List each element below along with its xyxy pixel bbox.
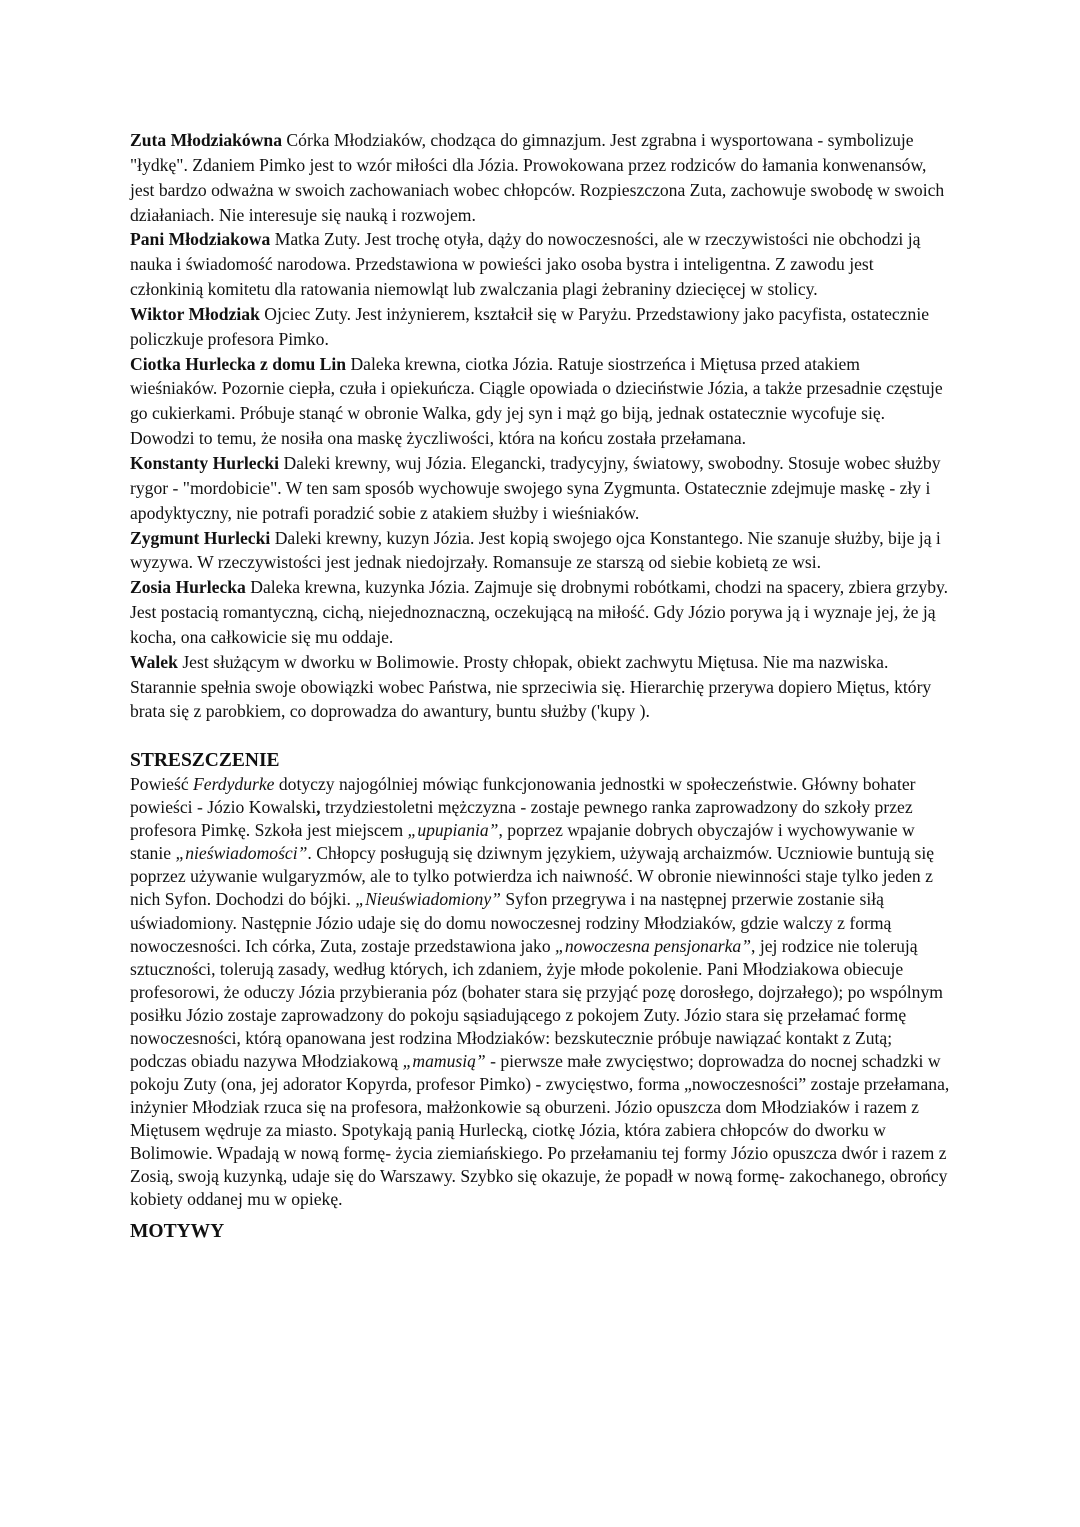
summary-text: , poprzez wpajanie dobrych obyczajów i wychowywanie w stanie	[130, 820, 915, 864]
character-description: Daleka krewna, ciotka Józia. Ratuje siostrzeńca i Miętusa przed atakiem wieśniaków. Pozornie ciepła, czuła i opiekuńcza. Ciągle opowiada o dzieciństwie Józia, a także przesadnie częstuje go cukierkami. Próbuje stanąć w obronie Walka, gdy jej syn i mąż go biją, jednak ostatecznie wycofuje się. Dowodzi to temu, że nosiła ona maskę życzliwości, która na końcu została przełamana.	[130, 353, 943, 449]
character-name: Konstanty Hurlecki	[130, 452, 280, 473]
summary-text: - pierwsze małe zwycięstwo; doprowadza do nocnej schadzki w pokoju Zuty (ona, jej adorator Kopyrda, profesor Pimko) - zwycięstwo, forma „nowoczesności” zostaje przełamana, inżynier Młodziak rzuca się na profesora, małżonkowie są oburzeni. Józio opuszcza dom Młodziaków i razem z Miętusem wędruje za miasto. Spotykają panią Hurlecką, ciotkę Józia, która zabiera chłopców do dworku w Bolimowie. Wpadają w nową formę- życia ziemiańskiego. Po przełamaniu tej formy Józio opuszcza dwór i razem z Zosią, swoją kuzynką, udaje się do Warszawy. Szybko się okazuje, że popadł w nową formę- zakochanego, obrońcy kobiety oddanej mu w opiekę.	[130, 1050, 950, 1210]
character-entry	[130, 128, 950, 227]
character-name: Zosia Hurlecka	[130, 577, 246, 598]
summary-text: . Chłopcy posługują się dziwnym językiem, używają archaizmów. Uczniowie buntują się poprzez używanie wulgaryzmów, ale to tylko potwierdza ich naiwność. W obronie niewinności staje tylko jeden z nich Syfon. Dochodzi do bójki.	[130, 843, 935, 910]
character-entry	[130, 352, 950, 451]
character-entry	[130, 302, 950, 352]
summary-italic-term: „mamusią”	[402, 1050, 486, 1071]
summary-paragraph	[130, 773, 950, 1211]
character-name: Wiktor Młodziak	[130, 303, 260, 324]
character-entry	[130, 575, 950, 650]
book-title: Ferdydurke	[193, 774, 275, 795]
summary-italic-term: „nieświadomości”	[175, 843, 308, 864]
character-name: Pani Młodziakowa	[130, 229, 271, 250]
character-description: Jest służącym w dworku w Bolimowie. Prosty chłopak, obiekt zachwytu Miętusa. Nie ma nazwiska. Starannie spełnia swoje obowiązki wobec Państwa, nie sprzeciwia się. Hierarchię przerywa dopiero Miętus, który brata się z parobkiem, co doprowadza do awantury, buntu służby ('kupy ).	[130, 651, 932, 722]
summary-text: Powieść	[130, 774, 194, 795]
character-entry	[130, 451, 950, 526]
summary-text: , jej rodzice nie tolerują sztuczności, tolerują zasady, według których, ich zdaniem, żyje młode pokolenie. Pani Młodziakowa obiecuje profesorowi, że oduczy Józia przybierania póz (bohater stara się przyjąć pozę dorosłego, dojrzałego); po wspólnym posiłku Józio zostaje zaprowadzony do pokoju sąsiadującego z pokojem Zuty. Józio stara się przełamać formę nowoczesności, którą opanowana jest rodzina Młodziaków: bezskutecznie próbuje nawiązać kontakt z Zutą; podczas obiadu nazywa Młodziakową	[130, 935, 943, 1071]
summary-section	[130, 773, 950, 1211]
character-description: Daleki krewny, wuj Józia. Elegancki, tradycyjny, światowy, swobodny. Stosuje wobec służby rygor - "mordobicie". W ten sam sposób wychowuje swojego syna Zygmunta. Ostatecznie zdejmuje maskę - zły i apodyktyczny, nie potrafi poradzić sobie z atakiem służby i wieśniaków.	[130, 452, 941, 523]
character-list	[130, 128, 950, 724]
section-heading-motywy: MOTYWY	[130, 1221, 225, 1243]
summary-italic-term: „Nieuświadomiony”	[355, 889, 501, 910]
character-name: Walek	[130, 651, 178, 672]
summary-text: trzydziestoletni mężczyzna - zostaje pewnego ranka zaprowadzony do szkoły przez profesora Pimkę. Szkoła jest miejscem	[130, 797, 913, 841]
character-description: Daleki krewny, kuzyn Józia. Jest kopią swojego ojca Konstantego. Nie szanuje służby, bije ją i wyzywa. W rzeczywistości jest jednak niedojrzały. Romansuje ze starszą od siebie kobietą ze wsi.	[130, 527, 941, 573]
summary-text: Syfon przegrywa i na następnej przerwie zostanie siłą uświadomiony. Następnie Józio udaje się do domu nowoczesnej rodziny Młodziaków, gdzie walczy z formą nowoczesności. Ich córka, Zuta, zostaje przedstawiona jako	[130, 889, 892, 956]
character-description: Ojciec Zuty. Jest inżynierem, kształcił się w Paryżu. Przedstawiony jako pacyfista, ostatecznie policzkuje profesora Pimko.	[130, 303, 930, 349]
character-entry	[130, 227, 950, 302]
character-entry	[130, 526, 950, 576]
summary-italic-term: „nowoczesna pensjonarka”	[555, 935, 752, 956]
character-name: Zygmunt Hurlecki	[130, 527, 271, 548]
summary-bold-comma: ,	[316, 797, 321, 818]
character-description: Córka Młodziaków, chodząca do gimnazjum. Jest zgrabna i wysportowana - symbolizuje "łydkę". Zdaniem Pimko jest to wzór miłości dla Józia. Prowokowana przez rodziców do łamania konwenansów, jest bardzo odważna w swoich zachowaniach wobec chłopców. Rozpieszczona Zuta, zachowuje swobodę w swoich działaniach. Nie interesuje się nauką i rozwojem.	[130, 130, 945, 225]
summary-italic-term: „upupiania”	[407, 820, 499, 841]
character-entry	[130, 650, 950, 725]
character-description: Daleka krewna, kuzynka Józia. Zajmuje się drobnymi robótkami, chodzi na spacery, zbiera grzyby. Jest postacią romantyczną, cichą, niejednoznaczną, oczekującą na miłość. Gdy Józio porywa ją i wyznaje jej, że ją kocha, ona całkowicie się mu oddaje.	[130, 577, 949, 647]
character-description: Matka Zuty. Jest trochę otyła, dąży do nowoczesności, ale w rzeczywistości nie obchodzi ją nauka i świadomość narodowa. Przedstawiona w powieści jako osoba bystra i inteligentna. Z zawodu jest członkinią komitetu dla ratowania niemowląt lub zwalczania plagi żebraniny dziecięcej w stolicy.	[130, 229, 921, 300]
character-name: Zuta Młodziakówna	[130, 130, 283, 150]
character-name: Ciotka Hurlecka z domu Lin	[130, 353, 347, 374]
summary-text: dotyczy najogólniej mówiąc funkcjonowania jednostki w społeczeństwie. Główny bohater powieści - Józio Kowalski	[130, 774, 916, 818]
section-heading-streszczenie: STRESZCZENIE	[130, 750, 280, 772]
